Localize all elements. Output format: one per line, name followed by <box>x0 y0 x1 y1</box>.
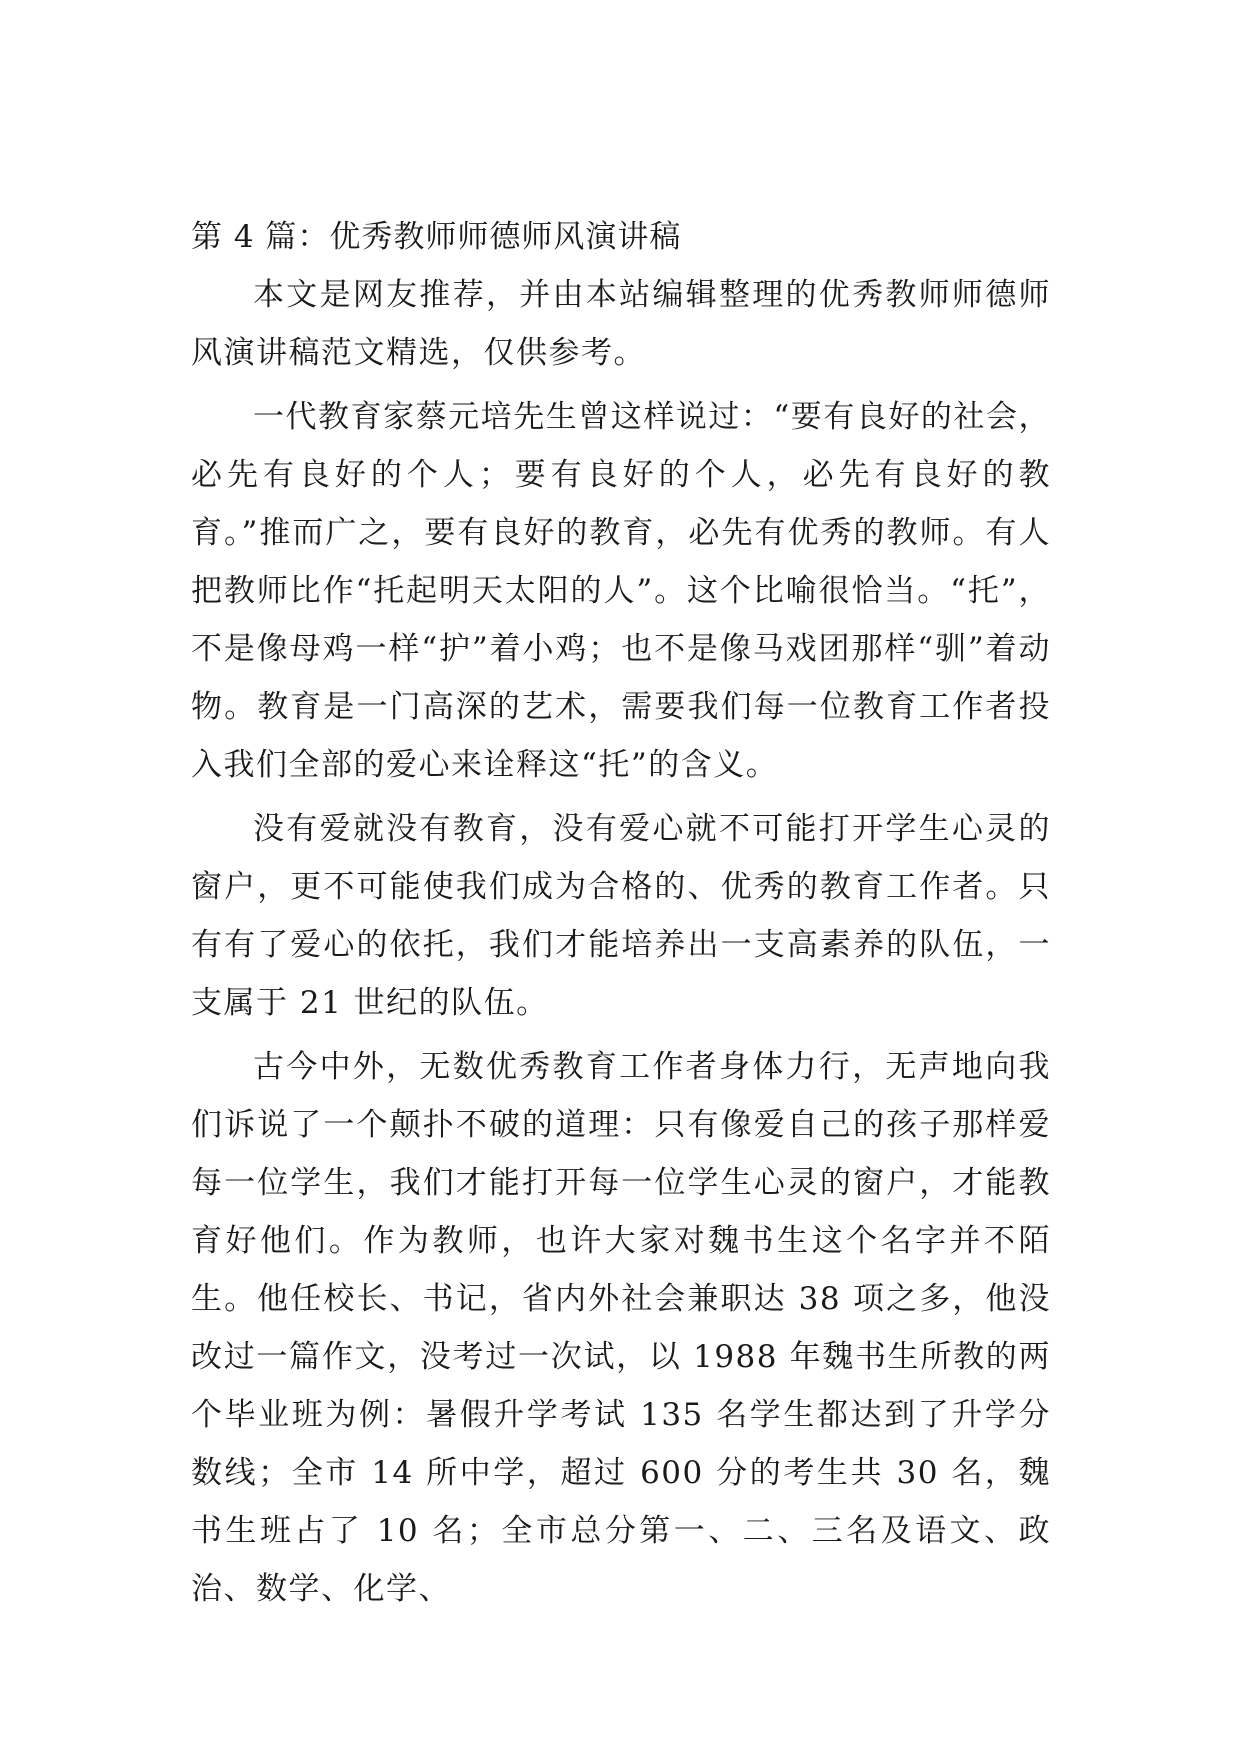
document-body <box>191 208 1051 1618</box>
paragraph-wei-shusheng: 古今中外，无数优秀教育工作者身体力行，无声地向我们诉说了一个颠扑不破的道理：只有像爱自己的孩子那样爱每一位学生，我们才能打开每一位学生心灵的窗户，才能教育好他们。作为教师，也许大家对魏书生这个名字并不陌生。他任校长、书记，省内外社会兼职达 38 项之多，他没改过一篇作文，没考过一次试，以 1988 年魏书生所教的两个毕业班为例：暑假升学考试 135 名学生都达到了升学分数线；全市 14 所中学，超过 600 分的考生共 30 名，魏书生班占了 10 名；全市总分第一、二、三名及语文、政治、数学、化学、 <box>191 1049 1051 1607</box>
paragraph-love-education: 没有爱就没有教育，没有爱心就不可能打开学生心灵的窗户，更不可能使我们成为合格的、优秀的教育工作者。只有有了爱心的依托，我们才能培养出一支高素养的队伍，一支属于 21 世纪的队伍。 <box>191 811 1051 1021</box>
paragraph-cai-yuanpei: 一代教育家蔡元培先生曾这样说过：“要有良好的社会，必先有良好的个人；要有良好的个人，必先有良好的教育。”推而广之，要有良好的教育，必先有优秀的教师。有人把教师比作“托起明天太阳的人”。这个比喻很恰当。“托”，不是像母鸡一样“护”着小鸡；也不是像马戏团那样“驯”着动物。教育是一门高深的艺术，需要我们每一位教育工作者投入我们全部的爱心来诠释这“托”的含义。 <box>191 399 1051 783</box>
paragraph-intro: 本文是网友推荐，并由本站编辑整理的优秀教师师德师风演讲稿范文精选，仅供参考。 <box>191 277 1051 371</box>
document-title: 第 4 篇：优秀教师师德师风演讲稿 <box>191 219 682 255</box>
